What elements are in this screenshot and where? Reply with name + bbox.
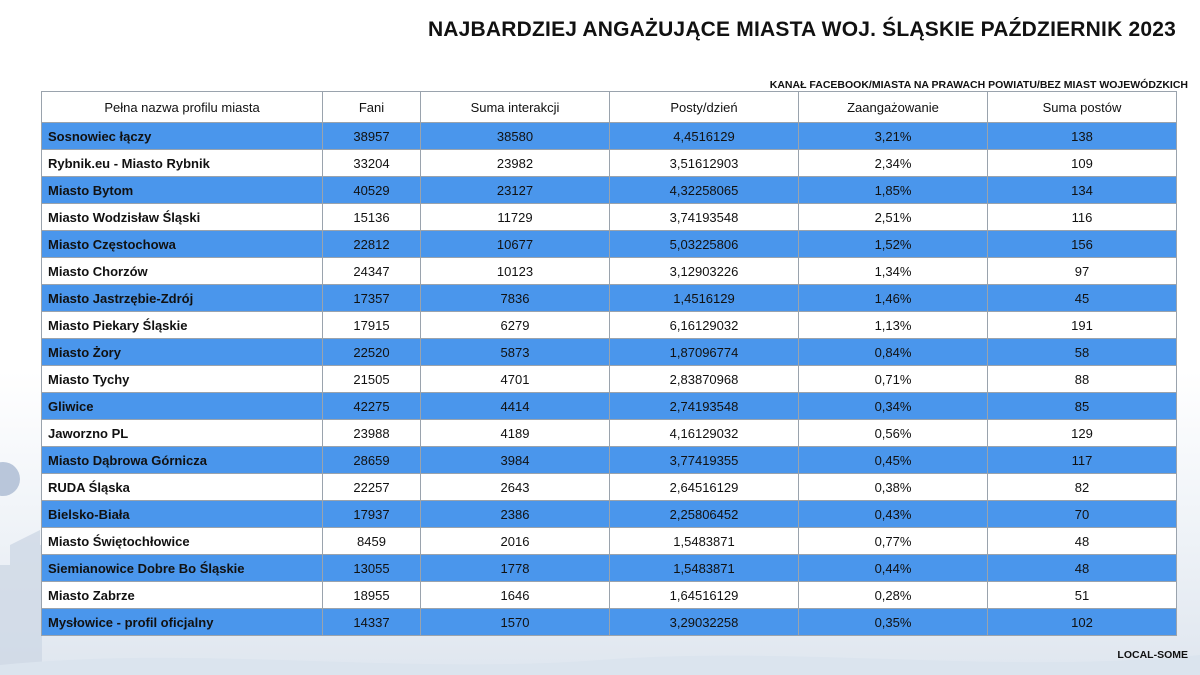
table-row: [42, 285, 1177, 312]
cell-profile-name: Jaworzno PL: [42, 420, 323, 447]
cell-fans: 38957: [323, 123, 421, 150]
cell-interactions: 2016: [421, 528, 610, 555]
table-row: [42, 393, 1177, 420]
cell-fans: 13055: [323, 555, 421, 582]
cell-fans: 40529: [323, 177, 421, 204]
table-header-row: [42, 92, 1177, 123]
cell-profile-name: Miasto Tychy: [42, 366, 323, 393]
table-row: [42, 204, 1177, 231]
cell-profile-name: Rybnik.eu - Miasto Rybnik: [42, 150, 323, 177]
cell-posts-per-day: 4,4516129: [610, 123, 799, 150]
header-engagement: Zaangażowanie: [799, 92, 988, 123]
cell-total-posts: 82: [988, 474, 1177, 501]
cell-engagement: 0,35%: [799, 609, 988, 636]
header-posts-per-day: Posty/dzień: [610, 92, 799, 123]
cell-total-posts: 156: [988, 231, 1177, 258]
cell-fans: 21505: [323, 366, 421, 393]
cell-total-posts: 191: [988, 312, 1177, 339]
cell-fans: 15136: [323, 204, 421, 231]
cell-engagement: 0,45%: [799, 447, 988, 474]
cell-profile-name: Miasto Bytom: [42, 177, 323, 204]
cell-engagement: 1,13%: [799, 312, 988, 339]
table-row: [42, 501, 1177, 528]
header-profile-name: Pełna nazwa profilu miasta: [42, 92, 323, 123]
table-row: [42, 312, 1177, 339]
cell-interactions: 11729: [421, 204, 610, 231]
cell-total-posts: 116: [988, 204, 1177, 231]
cell-profile-name: RUDA Śląska: [42, 474, 323, 501]
table-body: [42, 123, 1177, 636]
cell-total-posts: 58: [988, 339, 1177, 366]
page-subtitle: KANAŁ FACEBOOK/MIASTA NA PRAWACH POWIATU/BEZ MIAST WOJEWÓDZKICH: [769, 79, 1188, 91]
cell-total-posts: 85: [988, 393, 1177, 420]
cell-profile-name: Miasto Świętochłowice: [42, 528, 323, 555]
cell-total-posts: 97: [988, 258, 1177, 285]
table-row: [42, 258, 1177, 285]
cell-interactions: 3984: [421, 447, 610, 474]
cell-total-posts: 138: [988, 123, 1177, 150]
cell-profile-name: Miasto Dąbrowa Górnicza: [42, 447, 323, 474]
cell-posts-per-day: 1,5483871: [610, 555, 799, 582]
cell-engagement: 1,34%: [799, 258, 988, 285]
table-row: [42, 582, 1177, 609]
cell-engagement: 0,84%: [799, 339, 988, 366]
cell-interactions: 23982: [421, 150, 610, 177]
cell-total-posts: 45: [988, 285, 1177, 312]
table-row: [42, 339, 1177, 366]
cell-profile-name: Siemianowice Dobre Bo Śląskie: [42, 555, 323, 582]
cell-posts-per-day: 1,4516129: [610, 285, 799, 312]
table-row: [42, 528, 1177, 555]
cell-profile-name: Mysłowice - profil oficjalny: [42, 609, 323, 636]
cell-fans: 33204: [323, 150, 421, 177]
cell-interactions: 4414: [421, 393, 610, 420]
cell-total-posts: 70: [988, 501, 1177, 528]
table-row: [42, 555, 1177, 582]
header-total-posts: Suma postów: [988, 92, 1177, 123]
cell-engagement: 1,46%: [799, 285, 988, 312]
cell-posts-per-day: 5,03225806: [610, 231, 799, 258]
cell-total-posts: 51: [988, 582, 1177, 609]
table-row: [42, 447, 1177, 474]
cell-engagement: 2,34%: [799, 150, 988, 177]
page-title: NAJBARDZIEJ ANGAŻUJĄCE MIASTA WOJ. ŚLĄSKIE PAŹDZIERNIK 2023: [427, 18, 1176, 41]
cell-interactions: 1646: [421, 582, 610, 609]
cell-profile-name: Sosnowiec łączy: [42, 123, 323, 150]
cell-posts-per-day: 2,83870968: [610, 366, 799, 393]
header-fans: Fani: [323, 92, 421, 123]
cell-fans: 17915: [323, 312, 421, 339]
cell-fans: 22812: [323, 231, 421, 258]
cell-posts-per-day: 3,51612903: [610, 150, 799, 177]
cell-profile-name: Miasto Jastrzębie-Zdrój: [42, 285, 323, 312]
cell-posts-per-day: 2,25806452: [610, 501, 799, 528]
cell-profile-name: Miasto Chorzów: [42, 258, 323, 285]
cell-posts-per-day: 1,5483871: [610, 528, 799, 555]
cell-interactions: 4189: [421, 420, 610, 447]
cell-interactions: 38580: [421, 123, 610, 150]
cell-profile-name: Bielsko-Biała: [42, 501, 323, 528]
cell-engagement: 0,56%: [799, 420, 988, 447]
cell-engagement: 0,44%: [799, 555, 988, 582]
cell-fans: 14337: [323, 609, 421, 636]
cell-fans: 28659: [323, 447, 421, 474]
cell-interactions: 2386: [421, 501, 610, 528]
cell-posts-per-day: 2,64516129: [610, 474, 799, 501]
cell-total-posts: 88: [988, 366, 1177, 393]
cell-fans: 22520: [323, 339, 421, 366]
cell-interactions: 5873: [421, 339, 610, 366]
header-interactions: Suma interakcji: [421, 92, 610, 123]
table-row: [42, 366, 1177, 393]
cell-engagement: 0,71%: [799, 366, 988, 393]
cell-interactions: 2643: [421, 474, 610, 501]
cell-total-posts: 48: [988, 528, 1177, 555]
cell-profile-name: Miasto Żory: [42, 339, 323, 366]
cell-posts-per-day: 3,74193548: [610, 204, 799, 231]
cell-fans: 23988: [323, 420, 421, 447]
cell-posts-per-day: 4,16129032: [610, 420, 799, 447]
cell-engagement: 0,28%: [799, 582, 988, 609]
cell-total-posts: 129: [988, 420, 1177, 447]
cell-interactions: 10677: [421, 231, 610, 258]
cell-engagement: 0,43%: [799, 501, 988, 528]
cell-engagement: 0,38%: [799, 474, 988, 501]
table-row: [42, 609, 1177, 636]
cell-total-posts: 109: [988, 150, 1177, 177]
table-row: [42, 177, 1177, 204]
cell-interactions: 1778: [421, 555, 610, 582]
cell-interactions: 1570: [421, 609, 610, 636]
cell-interactions: 7836: [421, 285, 610, 312]
table-row: [42, 420, 1177, 447]
cell-fans: 8459: [323, 528, 421, 555]
cities-engagement-table: [41, 91, 1177, 636]
cell-total-posts: 102: [988, 609, 1177, 636]
cell-interactions: 4701: [421, 366, 610, 393]
cell-profile-name: Miasto Zabrze: [42, 582, 323, 609]
cell-engagement: 3,21%: [799, 123, 988, 150]
cell-engagement: 1,85%: [799, 177, 988, 204]
cell-posts-per-day: 4,32258065: [610, 177, 799, 204]
cell-profile-name: Gliwice: [42, 393, 323, 420]
cell-total-posts: 48: [988, 555, 1177, 582]
cell-posts-per-day: 2,74193548: [610, 393, 799, 420]
footer-brand: LOCAL-SOME: [1117, 649, 1188, 661]
table-row: [42, 231, 1177, 258]
cell-interactions: 23127: [421, 177, 610, 204]
cell-total-posts: 134: [988, 177, 1177, 204]
cell-posts-per-day: 6,16129032: [610, 312, 799, 339]
cell-posts-per-day: 1,64516129: [610, 582, 799, 609]
table-row: [42, 150, 1177, 177]
cell-posts-per-day: 3,12903226: [610, 258, 799, 285]
cell-engagement: 0,34%: [799, 393, 988, 420]
cell-fans: 42275: [323, 393, 421, 420]
cell-fans: 18955: [323, 582, 421, 609]
cell-profile-name: Miasto Wodzisław Śląski: [42, 204, 323, 231]
table-row: [42, 123, 1177, 150]
cell-posts-per-day: 3,77419355: [610, 447, 799, 474]
cell-posts-per-day: 3,29032258: [610, 609, 799, 636]
cell-fans: 24347: [323, 258, 421, 285]
decorative-circle: [0, 462, 20, 496]
table-row: [42, 474, 1177, 501]
cell-posts-per-day: 1,87096774: [610, 339, 799, 366]
cell-engagement: 0,77%: [799, 528, 988, 555]
cell-engagement: 2,51%: [799, 204, 988, 231]
cell-interactions: 10123: [421, 258, 610, 285]
cell-profile-name: Miasto Częstochowa: [42, 231, 323, 258]
cell-interactions: 6279: [421, 312, 610, 339]
cell-engagement: 1,52%: [799, 231, 988, 258]
cell-fans: 22257: [323, 474, 421, 501]
cell-fans: 17357: [323, 285, 421, 312]
cell-fans: 17937: [323, 501, 421, 528]
cell-profile-name: Miasto Piekary Śląskie: [42, 312, 323, 339]
cell-total-posts: 117: [988, 447, 1177, 474]
